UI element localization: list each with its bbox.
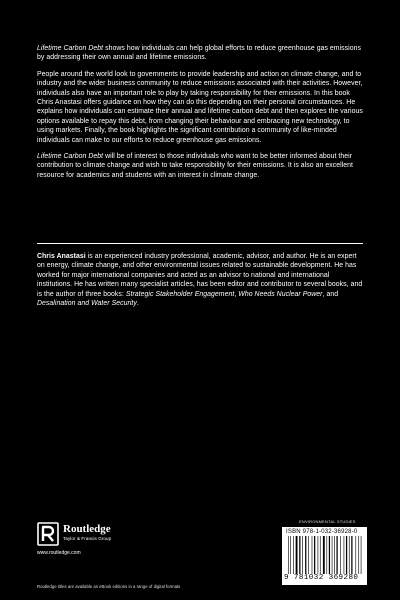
book-title-1: Strategic Stakeholder Engagement xyxy=(125,290,235,298)
publisher-name: Routledge xyxy=(63,523,111,535)
barcode-digits: 9 781032 369280 xyxy=(284,574,359,582)
isbn-barcode xyxy=(282,527,367,585)
publisher-url[interactable]: www.routledge.com xyxy=(37,550,81,556)
bio-separator: , xyxy=(234,290,239,298)
routledge-logo-icon xyxy=(37,522,59,546)
bio-end: . xyxy=(136,300,139,308)
author-name: Chris Anastasi xyxy=(37,253,86,260)
description-paragraph-2: People around the world look to governments to provide leadership and action on climate change, and to industry and the wider business community to reduce emissions associated with their activities. However, individuals also have an important role to play by taking responsibility for their emissions. In this book Chris Anastasi offers guidance on how they can do this depending on their personal circumstances. He explains how individuals can estimate their annual and lifetime carbon debt and then explores the various options available to repay this debt, from changing their behaviour and embracing new technology, to using markets. Finally, the book highlights the significant contribution a community of like-minded individuals can make to our efforts to reduce greenhouse gas emissions. xyxy=(37,70,363,144)
description-text: shows how individuals can help global efforts to reduce greenhouse gas emissions by addressing their own annual and lifetime emissions. xyxy=(37,45,362,62)
footer-note: Routledge titles are available as eBook editions in a range of digital formats xyxy=(37,584,181,589)
book-title-italic: Lifetime Carbon Debt xyxy=(37,153,104,161)
barcode-bars xyxy=(288,536,362,574)
book-title-3: Desalination and Water Security xyxy=(37,300,137,308)
book-title-2: Who Needs Nuclear Power xyxy=(238,290,323,298)
book-title-italic: Lifetime Carbon Debt xyxy=(37,45,104,52)
publisher-logo xyxy=(37,521,167,557)
back-cover-description xyxy=(37,44,363,187)
description-text: will be of interest to those individuals who want to be better informed about their contribution to climate change and wish to take responsibility for their emissions. It is also an excellent resource for academics and students with an interest in climate change. xyxy=(37,153,353,179)
bio-text: is an experienced industry professional, academic, advisor, and author. He is an expert on energy, climate change, and other environmental issues related to sustainable development. He has worked for major international companies and acted as an advisor to national and international institutions. He has written many specialist articles, has been editor and contributor to several books, and is the author of three books: xyxy=(37,253,363,298)
description-paragraph-3 xyxy=(37,152,363,180)
subject-category: ENVIRONMENTAL STUDIES xyxy=(299,519,356,524)
description-paragraph-1 xyxy=(37,44,363,63)
bio-separator: , and xyxy=(322,290,339,298)
isbn-number: ISBN 978-1-032-36928-0 xyxy=(286,529,358,535)
divider-line xyxy=(37,243,363,244)
publisher-tagline: Taylor & Francis Group xyxy=(63,536,112,541)
author-bio xyxy=(37,252,363,308)
